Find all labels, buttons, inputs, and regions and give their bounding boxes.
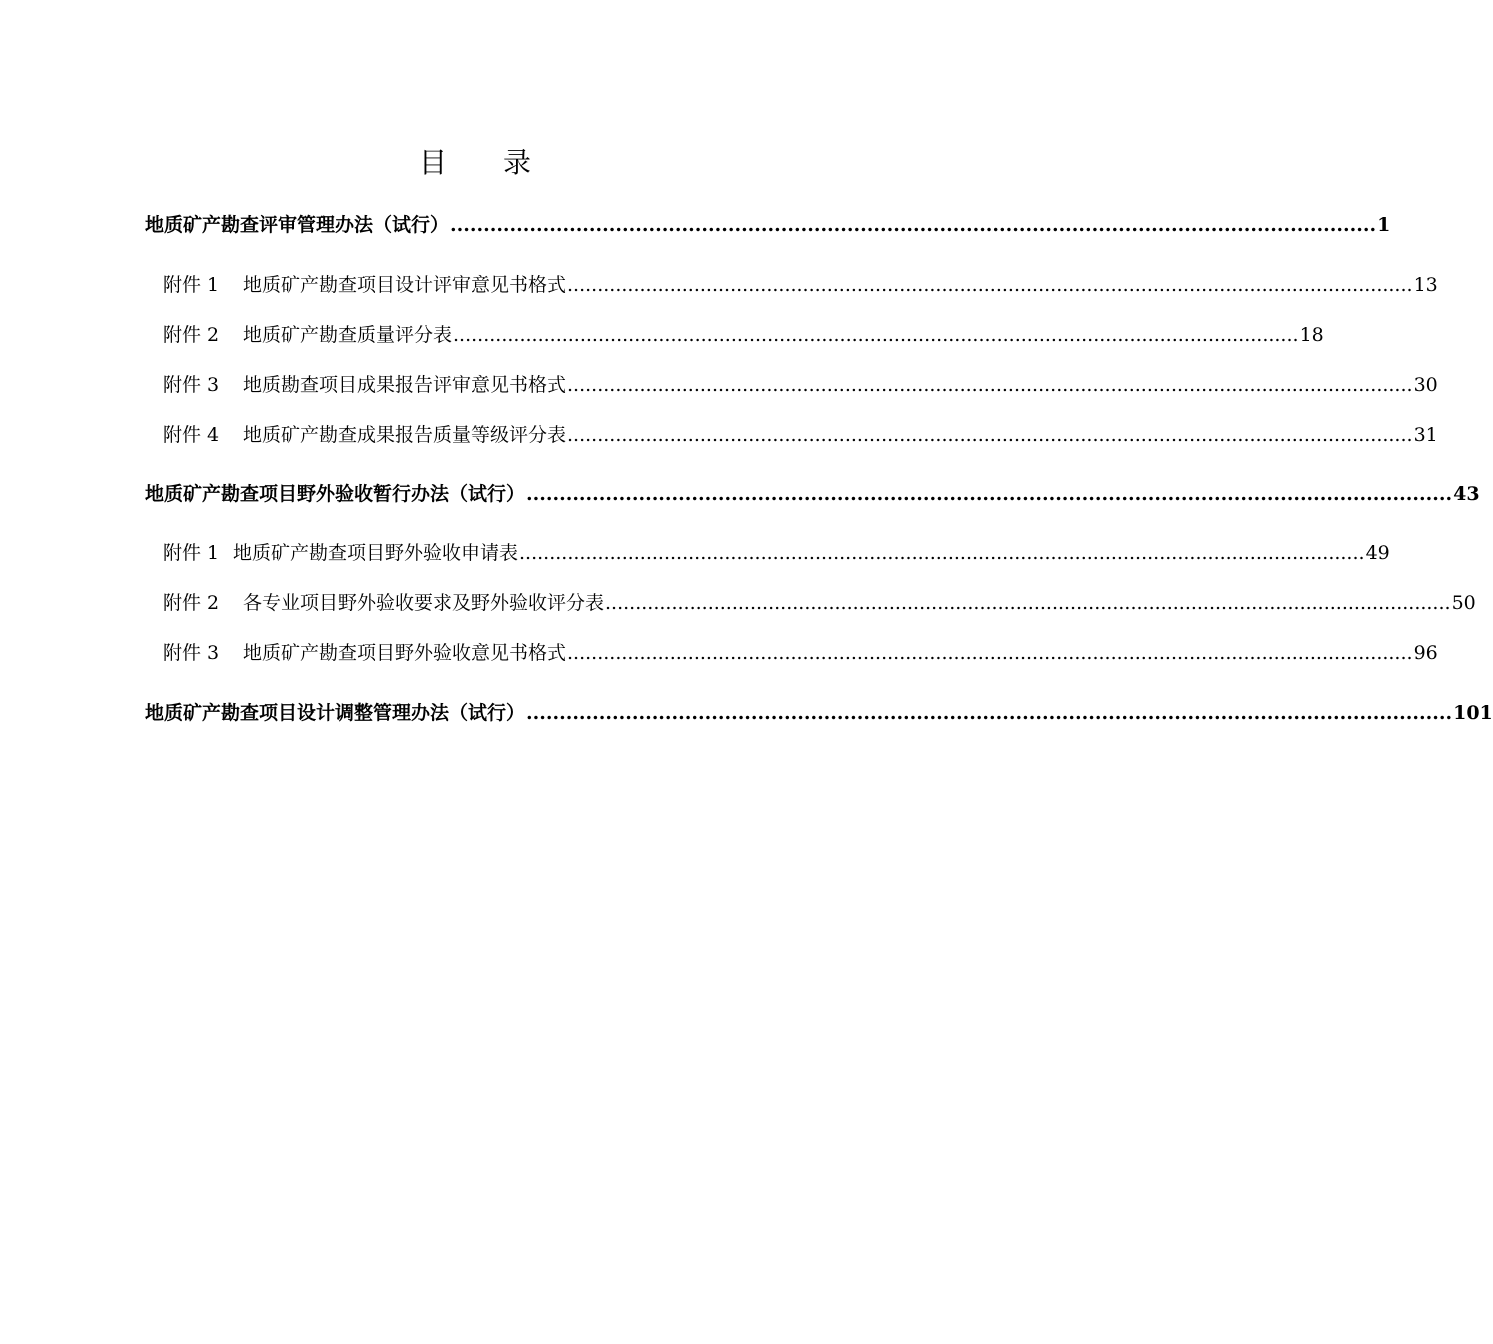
toc-dot-leader: ............................................................................................................................................ [567, 424, 1413, 446]
toc-dot-leader: ............................................................................................................................................ [605, 592, 1451, 614]
toc-entry-title: 地质矿产勘查项目设计评审意见书格式 [243, 274, 567, 296]
toc-entry-title: 地质矿产勘查质量评分表 [243, 324, 453, 346]
toc-dot-leader: ............................................................................................................................................ [450, 214, 1377, 236]
toc-entry-label: 附件 1 [163, 274, 220, 296]
toc-entry-label: 附件 3 [163, 374, 220, 396]
toc-entry-label: 附件 1 [163, 542, 220, 564]
toc-dot-leader: ............................................................................................................................................ [526, 483, 1453, 505]
toc-entry-title: 地质矿产勘查项目野外验收申请表 [233, 542, 519, 564]
toc-entry-page: 43 [1453, 483, 1480, 505]
toc-entry-title: 地质矿产勘查项目设计调整管理办法（试行） [145, 702, 526, 724]
toc-entry[interactable] [163, 538, 1390, 568]
toc-entry-page: 96 [1413, 642, 1438, 664]
toc-entry-label: 附件 4 [163, 424, 220, 446]
toc-dot-leader: ............................................................................................................................................ [567, 642, 1413, 664]
toc-entry-label: 附件 3 [163, 642, 220, 664]
toc-dot-leader: ............................................................................................................................................ [453, 324, 1299, 346]
toc-entry-page: 50 [1451, 592, 1476, 614]
page-title [0, 143, 950, 183]
toc-entry-title: 地质矿产勘查成果报告质量等级评分表 [243, 424, 567, 446]
toc-entry[interactable] [163, 370, 1438, 400]
toc-entry-title: 地质勘查项目成果报告评审意见书格式 [243, 374, 567, 396]
toc-entry[interactable] [145, 479, 1480, 509]
toc-entry[interactable] [145, 210, 1391, 240]
toc-dot-leader: ............................................................................................................................................ [526, 702, 1453, 724]
toc-entry[interactable] [163, 638, 1438, 668]
toc-entry[interactable] [163, 420, 1438, 450]
toc-entry-label: 附件 2 [163, 592, 220, 614]
toc-entry-page: 49 [1365, 542, 1390, 564]
toc-dot-leader: ............................................................................................................................................ [567, 274, 1413, 296]
toc-entry-page: 1 [1377, 214, 1391, 236]
toc-entry-page: 31 [1413, 424, 1438, 446]
toc-dot-leader: ............................................................................................................................................ [519, 542, 1365, 564]
toc-entry[interactable] [163, 320, 1324, 350]
toc-entry[interactable] [163, 270, 1438, 300]
toc-entry-page: 18 [1299, 324, 1324, 346]
toc-entry-page: 13 [1413, 274, 1438, 296]
toc-entry-title: 地质矿产勘查项目野外验收暂行办法（试行） [145, 483, 526, 505]
toc-entry-label: 附件 2 [163, 324, 220, 346]
toc-entry-page: 30 [1413, 374, 1438, 396]
page-title-part2: 录 [503, 146, 532, 179]
toc-entry-title: 各专业项目野外验收要求及野外验收评分表 [243, 592, 605, 614]
toc-entry[interactable] [163, 588, 1476, 618]
toc-dot-leader: ............................................................................................................................................ [567, 374, 1413, 396]
toc-entry-title: 地质矿产勘查项目野外验收意见书格式 [243, 642, 567, 664]
toc-entry[interactable] [145, 698, 1493, 728]
page-title-part1: 目 [418, 146, 447, 179]
toc-entry-page: 101 [1453, 702, 1493, 724]
toc-entry-title: 地质矿产勘查评审管理办法（试行） [145, 214, 450, 236]
